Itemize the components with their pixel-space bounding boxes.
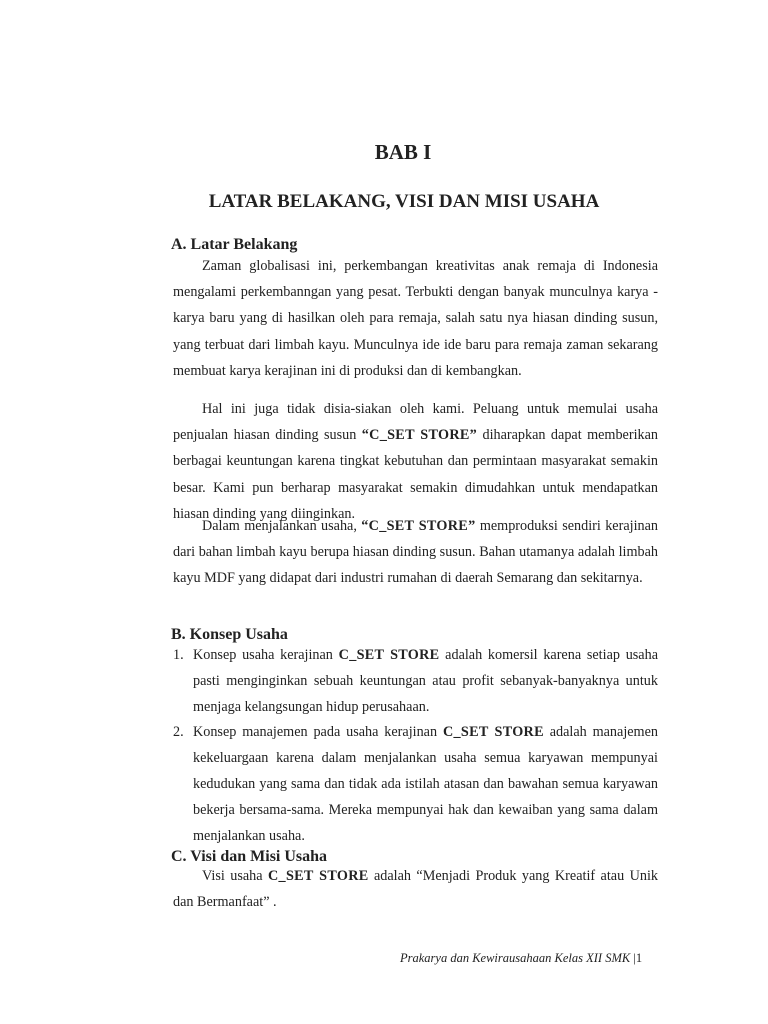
footer-separator: | — [633, 951, 636, 965]
brand-name: “C_SET STORE” — [361, 427, 478, 444]
section-a-paragraph-3 — [173, 513, 658, 592]
section-a-paragraph-1: Zaman globalisasi ini, perkembangan kreativitas anak remaja di Indonesia mengalami perkembanngan yang pesat. Terbukti dengan banyak munculnya karya - karya baru yang di hasilkan oleh para remaja, salah satu nya hiasan dinding susun, yang terbuat dari limbah kayu. Munculnya ide ide baru para remaja zaman sekarang membuat karya kerajinan ini di produksi dan di kembangkan. — [173, 258, 658, 379]
section-b-heading: B. Konsep Usaha — [171, 626, 288, 643]
chapter-heading: BAB I — [374, 140, 432, 164]
paragraph-text: diharapkan dapat memberikan berbagai keuntungan karena tingkat kebutuhan dan permintaan masyarakat semakin besar. Kami pun berharap masyarakat semakin dimudahkan untuk mendapatkan hiasan dinding yang diinginkan. — [173, 427, 658, 522]
konsep-usaha-list — [173, 643, 658, 849]
brand-name: “C_SET STORE” — [361, 518, 476, 534]
section-c-heading: C. Visi dan Misi Usaha — [171, 848, 328, 865]
brand-name: C_SET STORE — [442, 724, 544, 741]
list-text: adalah manajemen kekeluargaan karena dalam menjalankan usaha semua karyawan mempunyai kedudukan yang sama dan tidak ada istilah atasan dan bawahan semua karyawan bekerja bersama-sama. Mereka mempunyai hak dan kewaiban yang sama dalam menjalankan usaha. — [193, 724, 658, 844]
list-text: Konsep usaha kerajinan — [193, 647, 339, 663]
list-text: Konsep manajemen pada usaha kerajinan — [193, 724, 443, 741]
section-c-paragraph-1 — [173, 863, 658, 915]
brand-name: C_SET STORE — [338, 647, 440, 663]
list-number: 2. — [173, 724, 184, 741]
paragraph-text: Dalam menjalankan usaha, — [202, 518, 362, 534]
list-item — [173, 720, 658, 849]
paragraph-text: Hal ini juga tidak disia-siakan oleh kami. Peluang untuk memulai usaha penjualan hiasan dinding susun — [173, 401, 658, 444]
footer-text: Prakarya dan Kewirausahaan Kelas XII SMK — [400, 951, 631, 965]
section-a-paragraph-2 — [173, 396, 658, 527]
brand-name: C_SET STORE — [268, 868, 369, 884]
paragraph-text: memproduksi sendiri kerajinan dari bahan limbah kayu berupa hiasan dinding susun. Bahan utamanya adalah limbah kayu MDF yang didapat dari industri rumahan di daerah Semarang dan sekitarnya. — [173, 518, 658, 587]
paragraph-text: Visi usaha — [202, 868, 269, 884]
section-a-heading: A. Latar Belakang — [171, 236, 298, 253]
page-number: 1 — [635, 951, 643, 965]
list-number: 1. — [173, 647, 184, 663]
list-text: adalah komersil karena setiap usaha pasti menginginkan sebuah keuntungan atau profit sebanyak-banyaknya untuk menjaga kelangsungan hidup perusahaan. — [193, 647, 658, 715]
list-item — [173, 643, 658, 720]
chapter-title: LATAR BELAKANG, VISI DAN MISI USAHA — [208, 191, 600, 212]
page-footer — [400, 951, 642, 966]
paragraph-text: adalah “Menjadi Produk yang Kreatif atau Unik dan Bermanfaat” . — [173, 868, 659, 911]
